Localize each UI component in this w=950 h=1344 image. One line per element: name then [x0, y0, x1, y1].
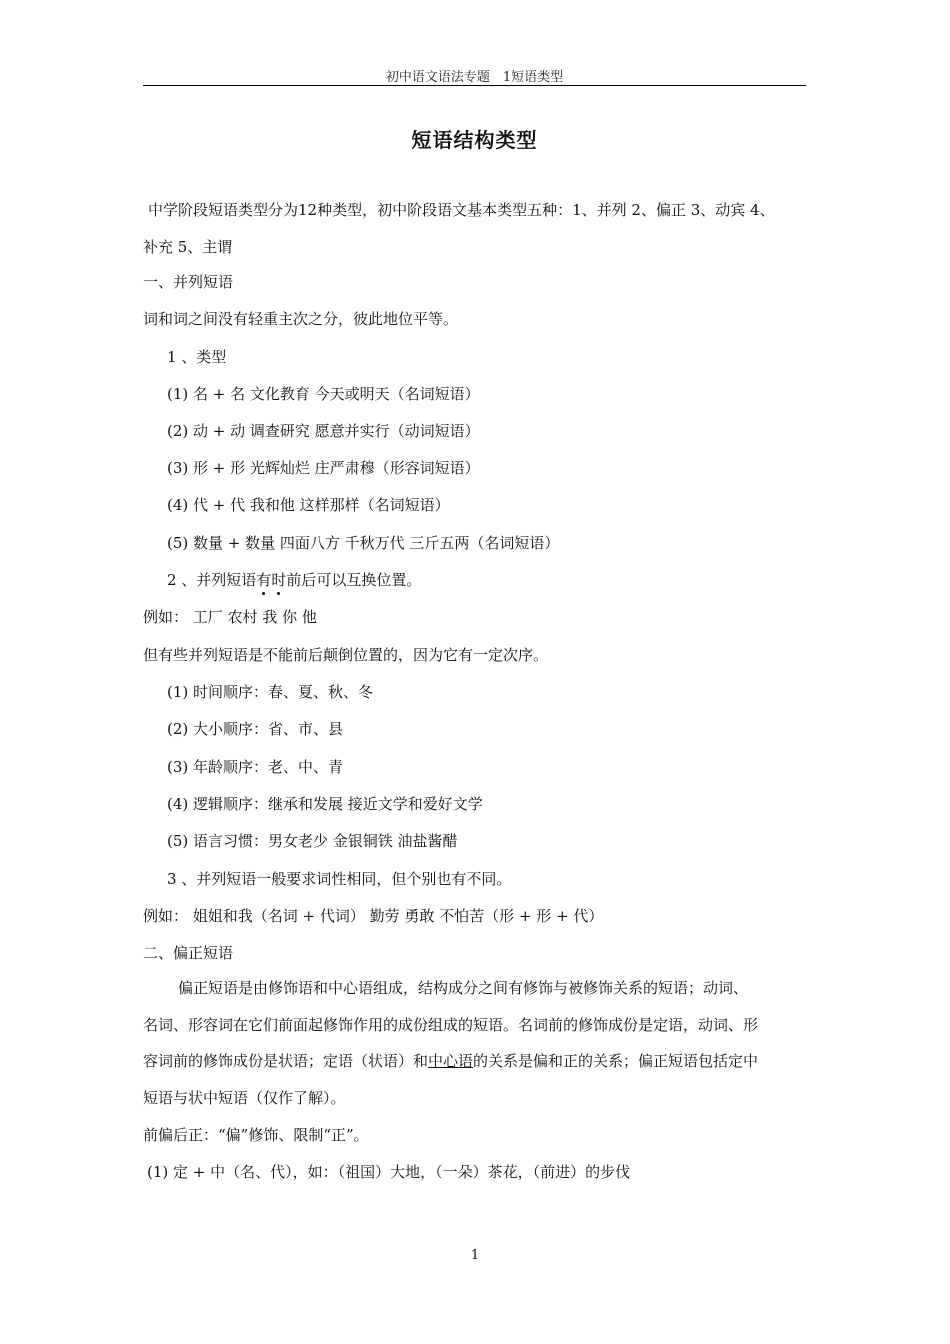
type-item: (2) 动 + 动 调查研究 愿意并实行（动词短语）: [167, 422, 480, 440]
emphasis-dot-char: 时: [271, 571, 287, 589]
order-item: (3) 年龄顺序：老、中、青: [167, 758, 344, 776]
section-2-paragraph-line-4: 短语与状中短语（仅作了解）。: [143, 1089, 346, 1107]
paragraph-line-3-start: 容词前的修饰成份是状语；定语（状语）和: [143, 1052, 429, 1070]
page-number: 1: [470, 1248, 480, 1263]
type-item: (3) 形 + 形 光辉灿烂 庄严肃穆（形容词短语）: [167, 459, 480, 477]
intro-line-1: 中学阶段短语类型分为12种类型，初中阶段语文基本类型五种：1、并列 2、偏正 3、动宾 4、: [148, 201, 775, 219]
section-2-paragraph-line-3: [143, 1050, 806, 1072]
point-2-after: 前后可以互换位置。: [286, 571, 422, 589]
but-line: 但有些并列短语是不能前后颠倒位置的，因为它有一定次序。: [143, 646, 549, 664]
example-line-2: 例如： 姐姐和我（名词 + 代词） 勤劳 勇敢 不怕苦（形 + 形 + 代）: [143, 907, 604, 925]
paragraph-line-3-end: 的关系是偏和正的关系；偏正短语包括定中: [473, 1052, 759, 1070]
section-1-description: 词和词之间没有轻重主次之分，彼此地位平等。: [143, 310, 459, 328]
order-item: (1) 时间顺序：春、夏、秋、冬: [167, 683, 374, 701]
modifier-item-1: (1) 定 + 中（名、代），如：（祖国）大地，（一朵）茶花，（前进）的步伐: [147, 1163, 631, 1181]
section-2-heading: 二、偏正短语: [143, 944, 234, 962]
order-item: (2) 大小顺序：省、市、县: [167, 720, 344, 738]
section-2-paragraph-line-1: 偏正短语是由修饰语和中心语组成，结构成分之间有修饰与被修饰关系的短语；动词、: [178, 979, 749, 997]
order-item: (4) 逻辑顺序：继承和发展 接近文学和爱好文学: [167, 795, 483, 813]
section-2-paragraph-line-2: 名词、形容词在它们前面起修饰作用的成份组成的短语。名词前的修饰成份是定语，动词、形: [143, 1016, 759, 1034]
point-3: 3 、并列短语一般要求词性相同，但个别也有不同。: [167, 870, 512, 888]
emphasis-dot-char: 有: [256, 571, 272, 589]
point-2-before: 2 、并列短语: [167, 571, 257, 589]
example-line-1: 例如： 工厂 农村 我 你 他: [143, 608, 317, 626]
type-item: (1) 名 + 名 文化教育 今天或明天（名词短语）: [167, 385, 480, 403]
point-1-title: 1 、类型: [167, 348, 227, 366]
front-modifier-rule: 前偏后正：“偏”修饰、限制“正”。: [143, 1126, 369, 1144]
running-header: 初中语文语法专题 1短语类型: [385, 70, 564, 85]
type-item: (4) 代 + 代 我和他 这样那样（名词短语）: [167, 496, 450, 514]
document-title: 短语结构类型: [411, 128, 538, 152]
point-2: [167, 569, 830, 591]
underlined-term: 中心语: [428, 1052, 474, 1070]
type-item: (5) 数量 + 数量 四面八方 千秋万代 三斤五两（名词短语）: [167, 534, 560, 552]
section-1-heading: 一、并列短语: [143, 273, 234, 291]
intro-line-2: 补充 5、主谓: [143, 238, 233, 256]
order-item: (5) 语言习惯：男女老少 金银铜铁 油盐酱醋: [167, 832, 458, 850]
header-divider: [143, 85, 806, 86]
